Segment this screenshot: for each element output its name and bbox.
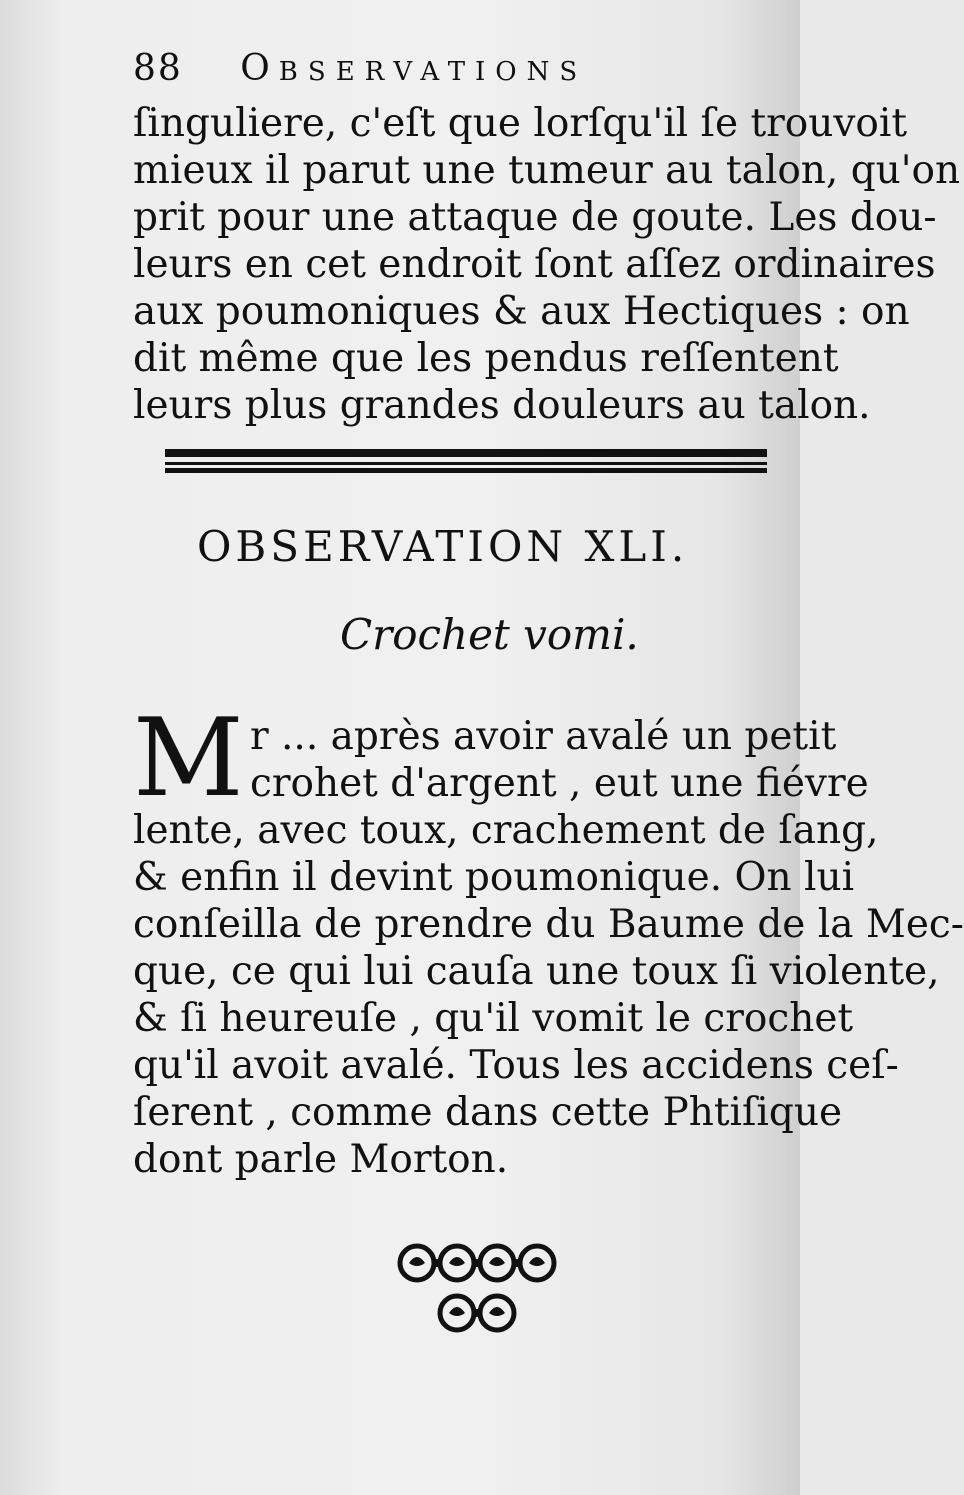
section-divider-rule	[165, 468, 767, 473]
text-line: & ſi heureuſe , qu'il vomit le crochet	[133, 996, 854, 1041]
page-header	[133, 48, 773, 96]
text-line: leurs plus grandes douleurs au talon.	[133, 383, 871, 428]
text-line: ſinguliere, c'eſt que lorſqu'il ſe trouvoit	[133, 101, 908, 146]
text-line: & enfin il devint poumonique. On lui	[133, 855, 855, 900]
text-line: dit même que les pendus reſſentent	[133, 336, 839, 381]
running-head-initial: O	[240, 48, 279, 89]
text-line: qu'il avoit avalé. Tous les accidens ceſ-	[133, 1043, 899, 1088]
observation-subtitle: Crochet vomi.	[340, 610, 639, 659]
text-line: que, ce qui lui cauſa une toux ſi violente,	[133, 949, 940, 994]
text-line: lente, avec toux, crachement de ſang,	[133, 808, 879, 853]
text-line: crohet d'argent , eut une fiévre	[250, 761, 869, 806]
text-line: aux poumoniques & aux Hectiques : on	[133, 289, 910, 334]
text-line: ſerent , comme dans cette Phtiſique	[133, 1090, 843, 1135]
page-number: 88	[133, 48, 183, 89]
observation-heading: OBSERVATION XLI.	[197, 522, 689, 571]
section-divider-rule	[165, 449, 767, 457]
running-head	[240, 48, 587, 89]
previous-observation-text	[133, 100, 961, 429]
fleuron-ornament-icon	[395, 1235, 565, 1345]
drop-cap: M	[133, 696, 244, 821]
text-line: conſeilla de prendre du Baume de la Mec-	[133, 902, 964, 947]
observation-body-text	[133, 713, 964, 1183]
text-line: r ... après avoir avalé un petit	[250, 714, 837, 759]
text-line: dont parle Morton.	[133, 1137, 509, 1182]
text-line: mieux il parut une tumeur au talon, qu'on	[133, 148, 961, 193]
text-line: leurs en cet endroit ſont aſſez ordinaires	[133, 242, 936, 287]
section-divider-rule	[165, 462, 767, 465]
running-head-rest: BSERVATIONS	[278, 57, 588, 87]
text-line: prit pour une attaque de goute. Les dou-	[133, 195, 937, 240]
